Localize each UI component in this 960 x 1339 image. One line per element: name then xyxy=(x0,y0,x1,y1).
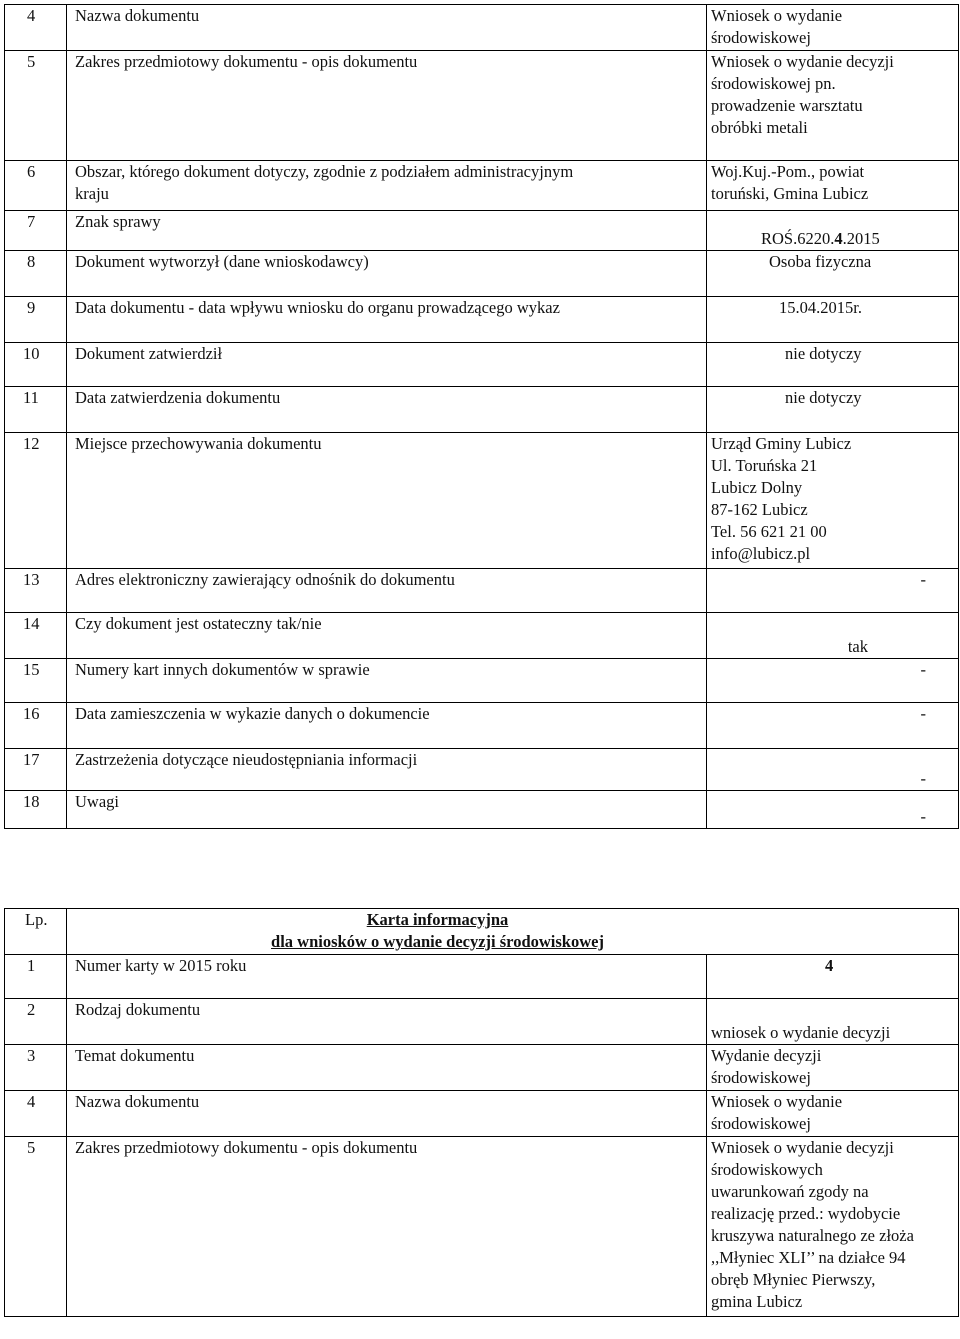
row-number: 7 xyxy=(5,211,67,251)
card-title: Karta informacyjna xyxy=(366,910,509,929)
row-value: 15.04.2015r. xyxy=(707,297,959,343)
row-label: Numery kart innych dokumentów w sprawie xyxy=(67,659,707,703)
row-value: Wniosek o wydanie środowiskowej xyxy=(707,1091,959,1137)
card-number: 4 xyxy=(707,955,959,999)
info-card-table xyxy=(4,908,959,1317)
row-label: Temat dokumentu xyxy=(67,1045,707,1091)
row-value: Woj.Kuj.-Pom., powiat toruński, Gmina Lubicz xyxy=(707,161,959,211)
table-row xyxy=(5,569,959,613)
row-value: - xyxy=(707,569,959,613)
row-value: - xyxy=(707,749,959,791)
row-label: Nazwa dokumentu xyxy=(67,5,707,51)
row-value: Wniosek o wydanie środowiskowej xyxy=(707,5,959,51)
row-value: nie dotyczy xyxy=(707,387,959,433)
row-label: Zastrzeżenia dotyczące nieudostępniania informacji xyxy=(67,749,707,791)
row-number: 4 xyxy=(5,5,67,51)
row-label: Adres elektroniczny zawierający odnośnik do dokumentu xyxy=(67,569,707,613)
table-row xyxy=(5,5,959,51)
card-header-row xyxy=(5,909,959,955)
row-label: Dokument zatwierdził xyxy=(67,343,707,387)
row-label: Znak sprawy xyxy=(67,211,707,251)
row-label: Data zamieszczenia w wykazie danych o dokumencie xyxy=(67,703,707,749)
row-value: tak xyxy=(707,613,959,659)
row-number: 18 xyxy=(5,791,67,829)
row-number: 2 xyxy=(5,999,67,1045)
table-row xyxy=(5,659,959,703)
row-label: Rodzaj dokumentu xyxy=(67,999,707,1045)
lp-header: Lp. xyxy=(5,909,67,955)
row-label: Czy dokument jest ostateczny tak/nie xyxy=(67,613,707,659)
row-value: Osoba fizyczna xyxy=(707,251,959,297)
row-number: 11 xyxy=(5,387,67,433)
table-row xyxy=(5,791,959,829)
table-row xyxy=(5,251,959,297)
table-row xyxy=(5,1091,959,1137)
case-number-prefix: ROŚ.6220. xyxy=(761,229,835,248)
row-number: 3 xyxy=(5,1045,67,1091)
row-label: Obszar, którego dokument dotyczy, zgodnie z podziałem administracyjnym kraju xyxy=(67,161,707,211)
table-row xyxy=(5,211,959,251)
table-row xyxy=(5,343,959,387)
row-label: Zakres przedmiotowy dokumentu - opis dokumentu xyxy=(67,51,707,161)
row-value: nie dotyczy xyxy=(707,343,959,387)
table-row xyxy=(5,955,959,999)
info-table-top xyxy=(4,4,959,829)
row-label: Data dokumentu - data wpływu wniosku do organu prowadzącego wykaz xyxy=(67,297,707,343)
row-number: 13 xyxy=(5,569,67,613)
row-value: - xyxy=(707,703,959,749)
row-label: Data zatwierdzenia dokumentu xyxy=(67,387,707,433)
row-value: Wniosek o wydanie decyzji środowiskowej pn. prowadzenie warsztatu obróbki metali xyxy=(707,51,959,161)
row-number: 4 xyxy=(5,1091,67,1137)
row-number: 15 xyxy=(5,659,67,703)
card-subtitle: dla wniosków o wydanie decyzji środowiskowej xyxy=(271,932,604,951)
table-row xyxy=(5,51,959,161)
row-value: - xyxy=(707,791,959,829)
row-number: 6 xyxy=(5,161,67,211)
card-title-cell xyxy=(67,909,959,955)
table-row xyxy=(5,1137,959,1317)
storage-address: Urząd Gminy Lubicz Ul. Toruńska 21 Lubicz Dolny 87-162 Lubicz Tel. 56 621 21 00 info@lubicz.pl xyxy=(707,433,959,569)
row-number: 14 xyxy=(5,613,67,659)
row-value: wniosek o wydanie decyzji xyxy=(707,999,959,1045)
table-row xyxy=(5,1045,959,1091)
row-label: Zakres przedmiotowy dokumentu - opis dokumentu xyxy=(67,1137,707,1317)
row-number: 5 xyxy=(5,51,67,161)
table-row xyxy=(5,703,959,749)
table-row xyxy=(5,161,959,211)
case-number xyxy=(707,211,959,251)
table-row xyxy=(5,387,959,433)
row-number: 10 xyxy=(5,343,67,387)
row-number: 1 xyxy=(5,955,67,999)
row-value: Wydanie decyzji środowiskowej xyxy=(707,1045,959,1091)
case-number-bold: 4 xyxy=(834,229,843,248)
table-row xyxy=(5,297,959,343)
row-value: - xyxy=(707,659,959,703)
row-label: Nazwa dokumentu xyxy=(67,1091,707,1137)
row-number: 9 xyxy=(5,297,67,343)
row-label: Miejsce przechowywania dokumentu xyxy=(67,433,707,569)
table-row xyxy=(5,749,959,791)
row-number: 5 xyxy=(5,1137,67,1317)
table-row xyxy=(5,999,959,1045)
case-number-suffix: .2015 xyxy=(842,229,880,248)
table-row xyxy=(5,613,959,659)
row-label: Numer karty w 2015 roku xyxy=(67,955,707,999)
row-value: Wniosek o wydanie decyzji środowiskowych uwarunkowań zgody na realizację przed.: wydobycie kruszywa naturalnego ze złoża ,,Młyniec XLI’’ na działce 94 obręb Młyniec Pierwszy, gmina Lubicz xyxy=(707,1137,959,1317)
row-label: Uwagi xyxy=(67,791,707,829)
row-number: 8 xyxy=(5,251,67,297)
row-number: 17 xyxy=(5,749,67,791)
row-number: 12 xyxy=(5,433,67,569)
table-row xyxy=(5,433,959,569)
row-number: 16 xyxy=(5,703,67,749)
row-label: Dokument wytworzył (dane wnioskodawcy) xyxy=(67,251,707,297)
